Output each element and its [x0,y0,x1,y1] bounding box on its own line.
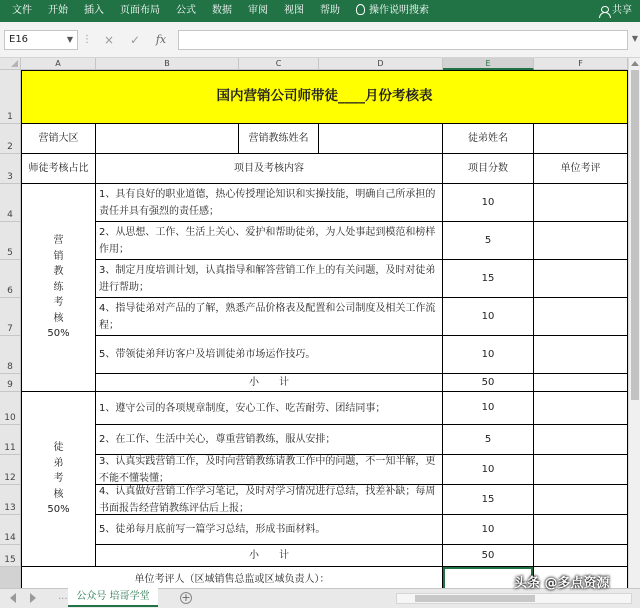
apprentice-item-5-score[interactable]: 10 [443,515,534,545]
cell-coach-name-label[interactable]: 营销教练姓名 [239,124,319,154]
apprentice-item-3-score[interactable]: 10 [443,455,534,485]
ribbon-tab-formulas[interactable]: 公式 [176,5,196,16]
row-header[interactable]: 8 [0,336,21,374]
ribbon-tab-insert[interactable]: 插入 [84,5,104,16]
apprentice-item-3[interactable]: 3、认真实践营销工作，及时向营销教练请教工作中的问题，不一知半解，更不能不懂装懂； [96,455,443,485]
coach-item-5-evaluation[interactable] [534,336,628,374]
row-header[interactable]: 14 [0,515,21,545]
coach-item-3-evaluation[interactable] [534,260,628,298]
row-header[interactable]: 3 [0,154,21,184]
tell-me-search[interactable] [348,0,437,22]
coach-item-1-score[interactable]: 10 [443,184,534,222]
cell-coach-name-value[interactable] [319,124,443,154]
apprentice-item-4[interactable]: 4、认真做好营销工作学习笔记，及时对学习情况进行总结，找差补缺；每周书面报告经营销教练评估后上报； [96,485,443,515]
formula-input[interactable] [178,30,628,50]
expand-formula-bar-icon[interactable]: ▼ [631,34,638,43]
worksheet-grid[interactable] [0,58,628,588]
ribbon-tab-review[interactable]: 审阅 [248,5,268,16]
ribbon-tab-file[interactable]: 文件 [12,5,32,16]
apprentice-subtotal-evaluation[interactable] [534,545,628,567]
share-button[interactable] [599,0,632,22]
apprentice-item-2-evaluation[interactable] [534,425,628,455]
tell-me-label: 操作说明搜索 [369,5,429,16]
ribbon-tab-view[interactable]: 视图 [284,5,304,16]
vertical-scroll-thumb[interactable] [631,70,639,400]
enter-button[interactable]: ✓ [129,33,141,47]
person-icon [599,6,609,17]
coach-item-4-evaluation[interactable] [534,298,628,336]
coach-item-5[interactable]: 5、带领徒弟拜访客户及培训徒弟市场运作技巧。 [96,336,443,374]
column-header-f[interactable]: F [534,58,628,70]
coach-item-1[interactable]: 1、具有良好的职业道德，热心传授理论知识和实操技能，明确自己所承担的责任并具有强烈的责任感； [96,184,443,222]
apprentice-assessment-label[interactable]: 徒 弟 考 核 50% [21,392,96,567]
apprentice-item-4-evaluation[interactable] [534,485,628,515]
formula-bar-separator-icon: ⋮ [82,34,92,45]
ribbon-tab-page-layout[interactable]: 页面布局 [120,5,160,16]
cell-weight-header[interactable]: 师徒考核占比 [21,154,96,184]
column-header-a[interactable]: A [21,58,96,70]
cell-apprentice-name-label[interactable]: 徒弟姓名 [443,124,534,154]
apprentice-item-2-score[interactable]: 5 [443,425,534,455]
cell-region-value[interactable] [96,124,239,154]
coach-item-4-score[interactable]: 10 [443,298,534,336]
apprentice-item-3-evaluation[interactable] [534,455,628,485]
coach-item-3-score[interactable]: 15 [443,260,534,298]
coach-assessment-label[interactable]: 营 销 教 练 考 核 50% [21,184,96,392]
chevron-down-icon[interactable]: ▼ [66,35,73,44]
watermark-text: 头条 @多点资源 [514,576,610,591]
coach-item-1-evaluation[interactable] [534,184,628,222]
coach-item-2[interactable]: 2、从思想、工作、生活上关心、爱护和帮助徒弟，为人处事起到模范和榜样作用； [96,222,443,260]
ribbon-tab-help[interactable]: 帮助 [320,5,340,16]
column-header-e[interactable]: E [443,58,534,70]
row-header[interactable]: 10 [0,392,21,425]
row-header[interactable]: 2 [0,124,21,154]
horizontal-scrollbar[interactable] [396,593,632,604]
row-header[interactable]: 4 [0,184,21,222]
column-header-d[interactable]: D [319,58,443,70]
apprentice-item-1[interactable]: 1、遵守公司的各项规章制度，安心工作、吃苦耐劳、团结同事； [96,392,443,425]
name-box-value: E16 [9,34,29,45]
row-header[interactable]: 7 [0,298,21,336]
ribbon-tab-data[interactable]: 数据 [212,5,232,16]
row-header[interactable]: 5 [0,222,21,260]
horizontal-scroll-thumb[interactable] [415,595,535,602]
cell-apprentice-name-value[interactable] [534,124,628,154]
apprentice-subtotal-score[interactable]: 50 [443,545,534,567]
coach-item-4[interactable]: 4、指导徒弟对产品的了解，熟悉产品价格表及配置和公司制度及相关工作流程； [96,298,443,336]
apprentice-item-1-evaluation[interactable] [534,392,628,425]
apprentice-item-2[interactable]: 2、在工作、生活中关心，尊重营销教练，服从安排； [96,425,443,455]
apprentice-item-4-score[interactable]: 15 [443,485,534,515]
cell-content-header[interactable]: 项目及考核内容 [96,154,443,184]
ribbon-tab-home[interactable]: 开始 [48,5,68,16]
next-sheet-icon[interactable] [30,593,36,603]
vertical-scrollbar[interactable] [628,58,640,588]
row-header[interactable]: 12 [0,455,21,485]
coach-item-2-score[interactable]: 5 [443,222,534,260]
coach-subtotal-score[interactable]: 50 [443,374,534,392]
cancel-button[interactable]: × [103,33,115,47]
apprentice-item-5-evaluation[interactable] [534,515,628,545]
formula-bar [0,22,640,58]
apprentice-subtotal-label[interactable]: 小 计 [96,545,443,567]
row-header[interactable]: 15 [0,545,21,567]
more-sheets-icon[interactable]: ... [58,591,68,602]
coach-item-3[interactable]: 3、制定月度培训计划，认真指导和解答营销工作上的有关问题，及时对徒弟进行帮助； [96,260,443,298]
column-header-c[interactable]: C [239,58,319,70]
coach-subtotal-label[interactable]: 小 计 [96,374,443,392]
select-all-button[interactable] [0,58,21,70]
apprentice-item-5[interactable]: 5、徒弟每月底前写一篇学习总结，形成书面材料。 [96,515,443,545]
coach-subtotal-evaluation[interactable] [534,374,628,392]
cell-score-header[interactable]: 项目分数 [443,154,534,184]
sheet-tab-active[interactable]: 公众号 培哥学堂 [68,588,158,607]
coach-item-5-score[interactable]: 10 [443,336,534,374]
row-header[interactable]: 13 [0,485,21,515]
cell-evaluation-header[interactable]: 单位考评 [534,154,628,184]
prev-sheet-icon[interactable] [10,593,16,603]
apprentice-item-1-score[interactable]: 10 [443,392,534,425]
row-header[interactable]: 9 [0,374,21,392]
evaluator-label[interactable]: 单位考评人（区域销售总监或区域负责人）： [21,567,443,588]
lightbulb-icon [356,4,365,15]
name-box[interactable] [4,30,78,50]
share-label: 共享 [612,5,632,16]
sheet-tab-bar [0,588,640,608]
column-header-b[interactable]: B [96,58,239,70]
row-header[interactable]: 6 [0,260,21,298]
scroll-up-icon[interactable] [631,61,639,66]
add-sheet-button[interactable]: + [181,591,191,604]
cell-region-label[interactable]: 营销大区 [21,124,96,154]
insert-function-button[interactable]: fx [155,33,167,46]
row-header[interactable] [0,567,21,588]
row-header[interactable]: 1 [0,70,21,124]
coach-item-2-evaluation[interactable] [534,222,628,260]
sheet-title[interactable]: 国内营销公司师带徒____月份考核表 [21,70,628,124]
row-header[interactable]: 11 [0,425,21,455]
ribbon-tabs [0,0,640,22]
